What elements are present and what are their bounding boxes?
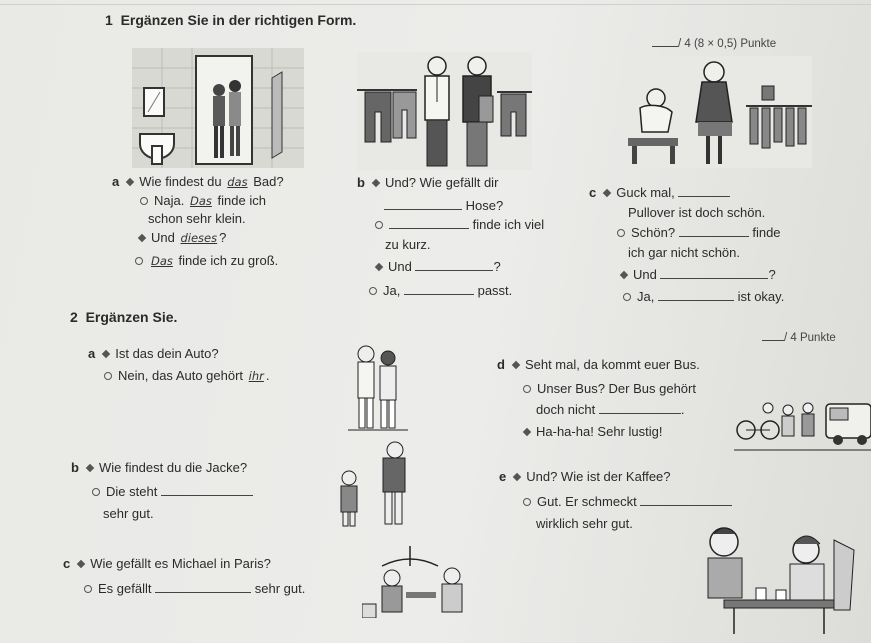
ex2-d-reply: Ha-ha-ha! Sehr lustig! — [520, 425, 662, 438]
bathroom-illustration — [132, 48, 304, 168]
ex2-e-blank[interactable] — [640, 495, 732, 506]
ex1-c-blank-1[interactable] — [678, 186, 730, 197]
ex2-d-question: d Seht mal, da kommt euer Bus. — [497, 357, 700, 372]
speaker-a-icon — [86, 464, 94, 472]
ex1-b-line6: Ja, passt. — [366, 284, 512, 297]
ex1-b-blank-3[interactable] — [415, 260, 493, 271]
speaker-a-icon — [620, 271, 628, 279]
speaker-a-icon — [375, 263, 383, 271]
ex1-a-answer-4[interactable]: Das — [151, 254, 173, 268]
speaker-b-icon — [84, 585, 92, 593]
ex2-c-blank[interactable] — [155, 582, 251, 593]
speaker-a-icon — [102, 350, 110, 358]
ex2-b-answer: Die steht — [89, 485, 253, 498]
ex1-b-line4: zu kurz. — [385, 237, 431, 252]
points-blank[interactable] — [652, 36, 678, 47]
car-owners-illustration — [348, 342, 408, 432]
ex2-d-answer-line1: Unser Bus? Der Bus gehört — [520, 382, 696, 395]
ex1-c-line1: c Guck mal, — [589, 186, 730, 199]
speaker-b-icon — [617, 229, 625, 237]
ex2-a-question: a Ist das dein Auto? — [88, 346, 219, 361]
ex2-b-blank[interactable] — [161, 485, 253, 496]
bus-illustration — [734, 392, 871, 454]
speaker-a-icon — [512, 361, 520, 369]
ex1-b-line5: Und ? — [372, 260, 501, 273]
exercise-1-number: 1 — [105, 12, 113, 28]
ex2-e-question: e Und? Wie ist der Kaffee? — [499, 469, 671, 484]
ex2-e-answer-line2: wirklich sehr gut. — [536, 516, 633, 531]
ex1-c-line6: Ja, ist okay. — [620, 290, 784, 303]
points-blank[interactable] — [762, 330, 784, 341]
ex2-c-question: c Wie gefällt es Michael in Paris? — [63, 556, 271, 571]
ex1-c-blank-3[interactable] — [660, 268, 768, 279]
pullover-illustration — [622, 56, 812, 168]
exercise-1-title: Ergänzen Sie in der richtigen Form. — [120, 12, 357, 28]
speaker-b-icon — [369, 287, 377, 295]
speaker-a-icon — [603, 189, 611, 197]
jacket-illustration — [335, 440, 415, 530]
top-edge-line — [0, 4, 871, 5]
ex1-a-line4: Und dieses ? — [135, 231, 226, 245]
ex1-c-blank-4[interactable] — [658, 290, 734, 301]
ex2-e-answer-line1: Gut. Er schmeckt — [520, 495, 732, 508]
speaker-b-icon — [375, 221, 383, 229]
ex1-c-line2: Pullover ist doch schön. — [628, 205, 766, 220]
ex1-c-blank-2[interactable] — [679, 226, 749, 237]
ex2-d-blank[interactable] — [599, 403, 681, 414]
ex1-a-line3: schon sehr klein. — [148, 211, 246, 226]
ex1-c-line4: ich gar nicht schön. — [628, 245, 741, 260]
speaker-a-icon — [77, 560, 85, 568]
coffee-drinkers-illustration — [694, 520, 860, 636]
exercise-2-heading — [70, 310, 177, 324]
speaker-b-icon — [135, 257, 143, 265]
ex1-b-line1: b Und? Wie gefällt dir — [357, 175, 499, 190]
ex2-b-question: b Wie findest du die Jacke? — [71, 460, 248, 475]
ex1-a-answer-2[interactable]: Das — [189, 194, 212, 208]
ex2-c-answer: Es gefällt sehr gut. — [81, 582, 305, 595]
ex1-b-line2: Hose? — [384, 199, 503, 212]
exercise-2-title: Ergänzen Sie. — [85, 309, 178, 325]
speaker-b-icon — [92, 488, 100, 496]
speaker-a-icon — [138, 234, 146, 242]
ex2-d-answer-line2: doch nicht . — [536, 402, 685, 417]
ex1-b-blank-1[interactable] — [384, 199, 462, 210]
speaker-a-icon — [523, 428, 531, 436]
exercise-1-heading — [105, 13, 356, 27]
speaker-b-icon — [523, 498, 531, 506]
ex2-b-answer-line2: sehr gut. — [103, 506, 154, 521]
paris-cafe-illustration — [362, 546, 482, 618]
speaker-b-icon — [523, 385, 531, 393]
ex1-a-answer-1[interactable]: das — [227, 175, 248, 189]
ex2-a-answer-fill[interactable]: ihr — [248, 369, 264, 383]
speaker-a-icon — [126, 178, 134, 186]
speaker-a-icon — [513, 473, 521, 481]
trousers-shop-illustration — [357, 52, 532, 170]
ex1-b-line3: finde ich viel — [372, 218, 544, 231]
ex1-b-blank-4[interactable] — [404, 284, 474, 295]
ex1-a-line1: a Wie findest du das Bad? — [112, 174, 284, 189]
ex1-a-line5: Das finde ich zu groß. — [132, 254, 278, 268]
ex1-c-line3: Schön? finde — [614, 226, 781, 239]
exercise-2-number: 2 — [70, 309, 78, 325]
speaker-b-icon — [623, 293, 631, 301]
ex1-c-line5: Und ? — [617, 268, 776, 281]
ex1-b-blank-2[interactable] — [389, 218, 469, 229]
speaker-a-icon — [372, 179, 380, 187]
ex1-a-answer-3[interactable]: dieses — [180, 231, 218, 245]
ex1-a-line2: Naja. Das finde ich — [137, 194, 266, 208]
speaker-b-icon — [104, 372, 112, 380]
exercise-1-points: / 4 (8 × 0,5) Punkte — [652, 36, 776, 51]
exercise-2-points: / 4 Punkte — [762, 330, 836, 345]
speaker-b-icon — [140, 197, 148, 205]
ex2-a-answer: Nein, das Auto gehört ihr . — [101, 369, 270, 383]
